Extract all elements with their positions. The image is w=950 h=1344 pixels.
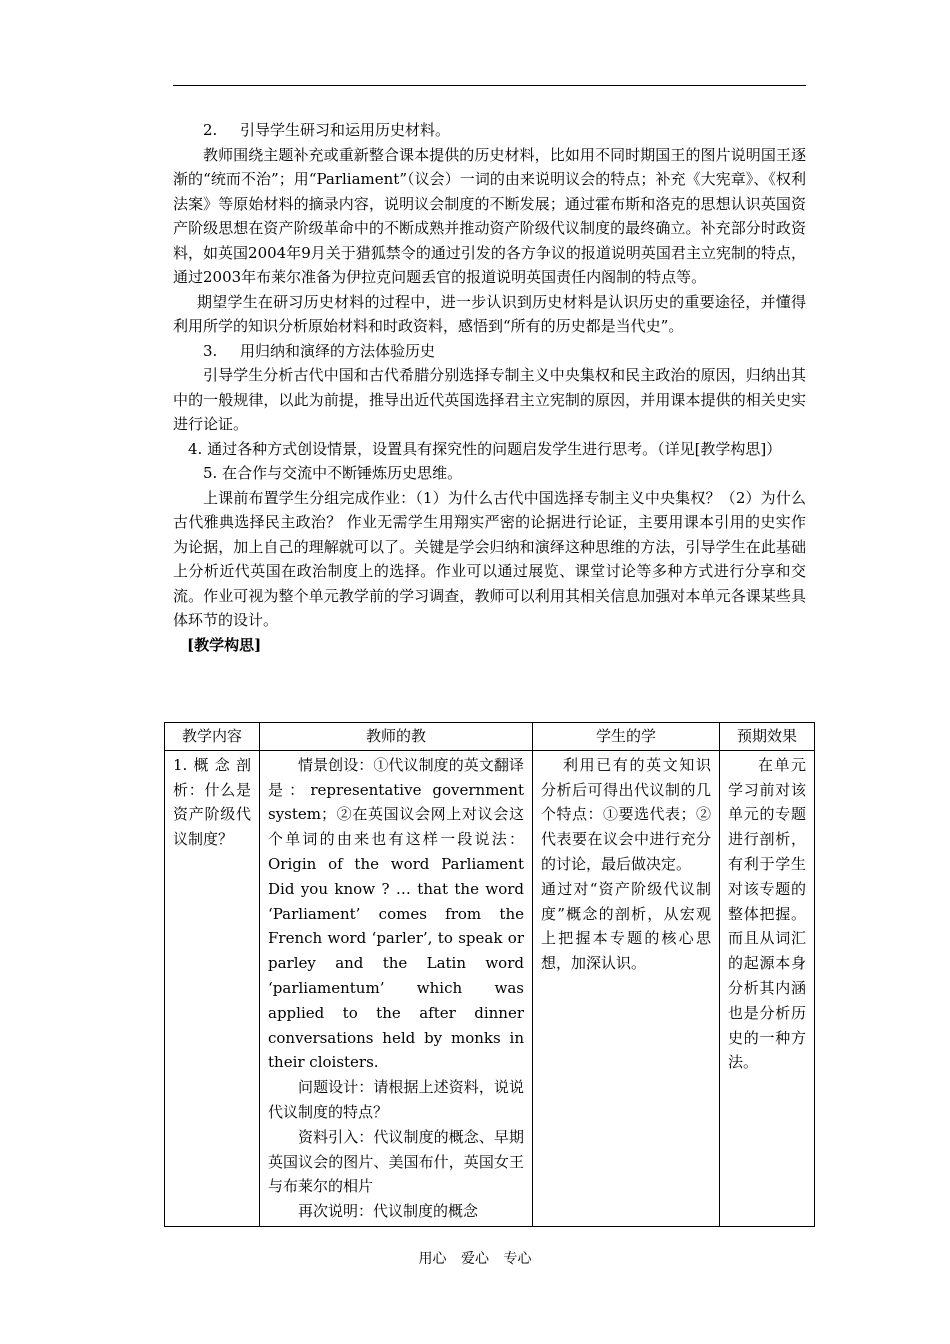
header-content: 教学内容	[165, 723, 260, 751]
header-student: 学生的学	[533, 723, 720, 751]
section-4-heading: 4. 通过各种方式创设情景，设置具有探究性的问题启发学生进行思考。（详见[教学构思]）	[188, 439, 782, 458]
header-rule	[173, 85, 806, 86]
cell-effect: 在单元学习前对该单元的专题进行剖析，有利于学生对该专题的整体把握。而且从词汇的起源本身分析其内涵也是分析历史的一种方法。	[720, 750, 815, 1226]
section-3-heading: 3. 用归纳和演绎的方法体验历史	[203, 341, 436, 360]
paragraph-materials: 教师围绕主题补充或重新整合课本提供的历史材料，比如用不同时期国王的图片说明国王逐渐的“统而不治”；用“Parliament”（议会）一词的由来说明议会的特点；补充《大宪章》、《权利法案》等原始材料的摘录内容，说明议会制度的不断发展；通过霍布斯和洛克的思想认识英国资产阶级思想在资产阶级革命中的不断成熟并推动资产阶级代议制度的最终确立。补充部分时政资料，如英国2004年9月关于猎狐禁令的通过引发的各方争议的报道说明英国君主立宪制的特点，通过2003年布莱尔准备为伊拉克问题丢官的报道说明英国责任内阁制的特点等。	[173, 145, 806, 286]
paragraph-homework: 上课前布置学生分组完成作业：（1）为什么古代中国选择专制主义中央集权？（2）为什么古代雅典选择民主政治？ 作业无需学生用翔实严密的论据进行论证，主要用课本引用的史实作为论据，加上自己的理解就可以了。关键是学会归纳和演绎这种思维的方法，引导学生在此基础上分析近代英国在政治制度上的选择。作业可以通过展览、课堂讨论等多种方式进行分享和交流。作业可视为整个单元教学前的学习调查，教师可以利用其相关信息加强对本单元各课某些具体环节的设计。	[173, 488, 806, 629]
document-body	[173, 118, 806, 657]
teaching-plan-heading: [教学构思]	[187, 635, 262, 654]
paragraph-induction: 引导学生分析古代中国和古代希腊分别选择专制主义中央集权和民主政治的原因，归纳出其中的一般规律，以此为前提，推导出近代英国选择君主立宪制的原因，并用课本提供的相关史实进行论证。	[173, 366, 806, 433]
header-teacher: 教师的教	[260, 723, 533, 751]
table-header-row	[165, 723, 815, 751]
teaching-plan-table	[164, 722, 815, 1227]
paragraph-expectation: 期望学生在研习历史材料的过程中，进一步认识到历史材料是认识历史的重要途径，并懂得利用所学的知识分析原始材料和时政资料，感悟到“所有的历史都是当代史”。	[173, 292, 806, 335]
table-row	[165, 750, 815, 1226]
section-2-heading: 2. 引导学生研习和运用历史材料。	[203, 121, 451, 139]
cell-student: 利用已有的英文知识分析后可得出代议制的几个特点：①要选代表；②代表要在议会中进行充分的讨论，最后做决定。 通过对“资产阶级代议制度”概念的剖析，从宏观上把握本专题的核心思想，加深认识。	[533, 750, 720, 1226]
cell-content: 1.概念剖析：什么是资产阶级代议制度？	[165, 750, 260, 1226]
cell-teacher: 情景创设：①代议制度的英文翻译是：representative government system；②在英国议会网上对议会这个单词的由来也有这样一段说法：Origin of the word Parliament Did you know ? … that the word ‘Parliament’ comes from the French word ‘parler’, to speak or parley and the Latin word ‘parliamentum’ which was applied to the after dinner conversations held by monks in their cloisters. 问题设计：请根据上述资料，说说代议制度的特点？ 资料引入：代议制度的概念、早期英国议会的图片、美国布什，英国女王与布莱尔的相片 再次说明：代议制度的概念	[260, 750, 533, 1226]
section-5-heading: 5. 在合作与交流中不断锤炼历史思维。	[203, 464, 463, 482]
header-effect: 预期效果	[720, 723, 815, 751]
page-footer: 用心 爱心 专心	[418, 1251, 532, 1267]
